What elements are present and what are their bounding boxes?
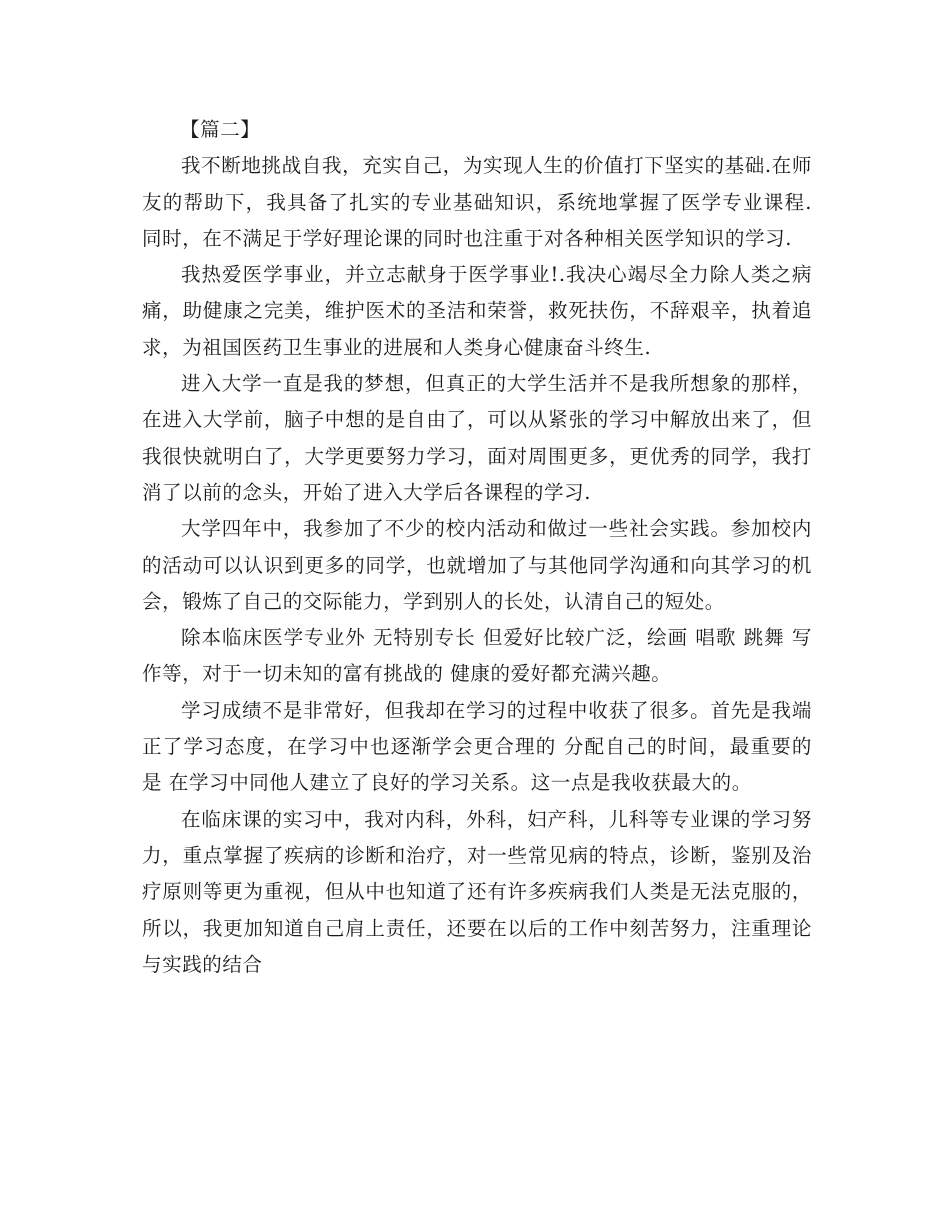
paragraph-4: 大学四年中，我参加了不少的校内活动和做过一些社会实践。参加校内的活动可以认识到更多的同学，也就增加了与其他同学沟通和向其学习的机会，锻炼了自己的交际能力，学到别人的长处，认清自己的短处。 <box>142 517 812 613</box>
paragraph-7: 在临床课的实习中，我对内科，外科，妇产科，儿科等专业课的学习努力，重点掌握了疾病的诊断和治疗，对一些常见病的特点，诊断，鉴别及治疗原则等更为重视，但从中也知道了还有许多疾病我们人类是无法克服的，所以，我更加知道自己肩上责任，还要在以后的工作中刻苦努力，注重理论与实践的结合 <box>142 807 812 976</box>
paragraph-6: 学习成绩不是非常好，但我却在学习的过程中收获了很多。首先是我端正了学习态度，在学习中也逐渐学会更合理的 分配自己的时间，最重要的是 在学习中同他人建立了良好的学习关系。这一点是我收获最大的。 <box>142 698 812 795</box>
paragraph-2: 我热爱医学事业，并立志献身于医学事业!.我决心竭尽全力除人类之病痛，助健康之完美，维护医术的圣洁和荣誉，救死扶伤，不辞艰辛，执着追求，为祖国医药卫生事业的进展和人类身心健康奋斗终生. <box>142 263 812 359</box>
section-heading: 【篇二】 <box>180 118 261 141</box>
paragraph-3: 进入大学一直是我的梦想，但真正的大学生活并不是我所想象的那样，在进入大学前，脑子中想的是自由了，可以从紧张的学习中解放出来了，但我很快就明白了，大学更要努力学习，面对周围更多，更优秀的同学，我打消了以前的念头，开始了进入大学后各课程的学习. <box>142 372 812 504</box>
document-body <box>142 112 812 983</box>
paragraph-1: 我不断地挑战自我，充实自己，为实现人生的价值打下坚实的基础.在师友的帮助下，我具备了扎实的专业基础知识，系统地掌握了医学专业课程.同时，在不满足于学好理论课的同时也注重于对各种相关医学知识的学习. <box>142 154 812 250</box>
paragraph-5: 除本临床医学专业外 无特别专长 但爱好比较广泛，绘画 唱歌 跳舞 写作等，对于一切未知的富有挑战的 健康的爱好都充满兴趣。 <box>142 626 812 686</box>
